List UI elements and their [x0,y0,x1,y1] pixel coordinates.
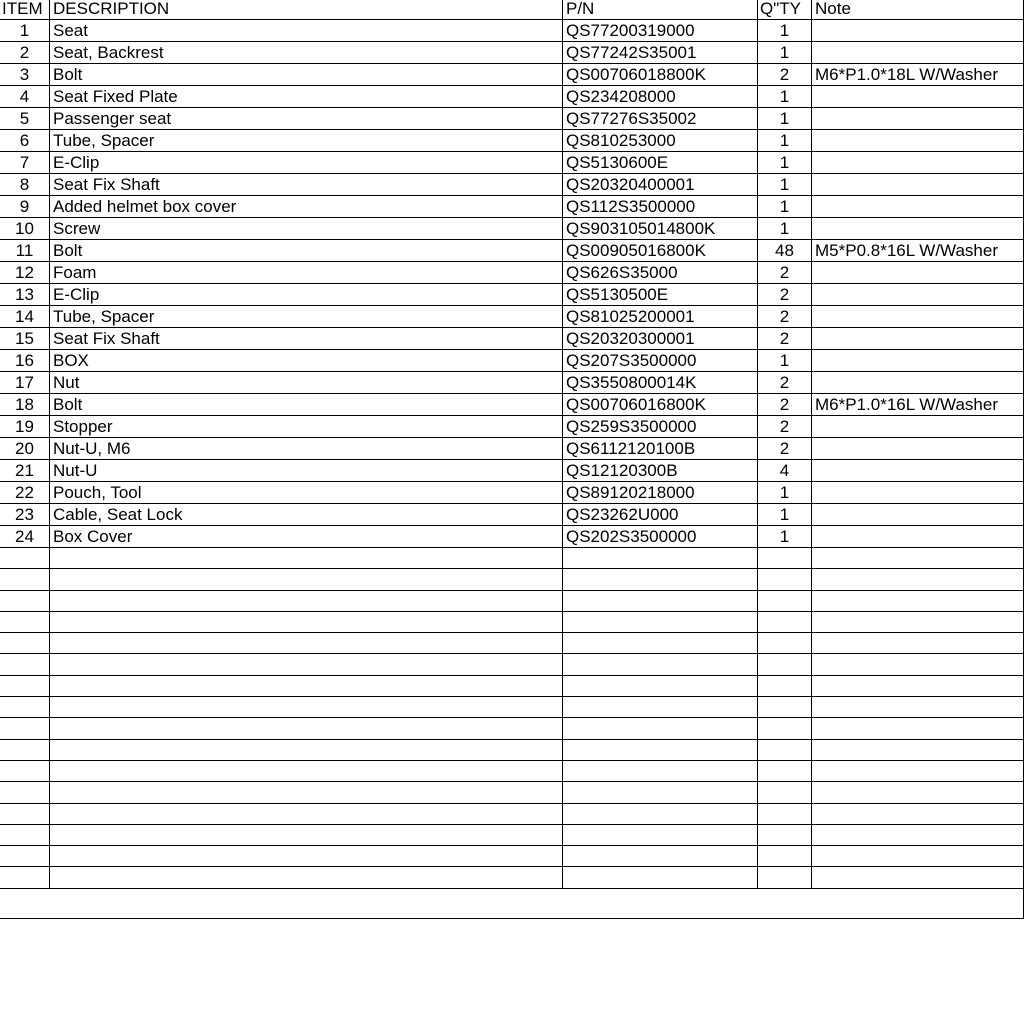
cell-quantity: 2 [758,416,812,438]
cell-quantity: 2 [758,64,812,86]
cell-description [50,675,563,696]
table-body [0,20,1024,919]
cell-item: 17 [0,372,50,394]
table-row [0,460,1024,482]
table-row [0,654,1024,675]
cell-quantity: 2 [758,394,812,416]
cell-part-number: QS112S3500000 [563,196,758,218]
cell-part-number: QS20320300001 [563,328,758,350]
cell-description [50,803,563,824]
cell-description [50,590,563,611]
cell-description: Seat, Backrest [50,42,563,64]
cell-part-number: QS77242S35001 [563,42,758,64]
cell-description: Bolt [50,394,563,416]
cell-part-number: QS81025200001 [563,306,758,328]
table-row [0,196,1024,218]
cell-item: 6 [0,130,50,152]
cell-quantity: 1 [758,174,812,196]
cell-item [0,590,50,611]
table-row [0,760,1024,781]
cell-item: 22 [0,482,50,504]
cell-item: 21 [0,460,50,482]
cell-note [812,42,1024,64]
cell-part-number [563,739,758,760]
cell-note [812,306,1024,328]
cell-quantity [758,803,812,824]
cell-quantity [758,718,812,739]
cell-quantity [758,760,812,781]
cell-description [50,867,563,888]
cell-note [812,438,1024,460]
cell-note [812,86,1024,108]
cell-item: 2 [0,42,50,64]
cell-description: Seat Fixed Plate [50,86,563,108]
cell-quantity [758,697,812,718]
cell-description: Seat Fix Shaft [50,328,563,350]
cell-item: 11 [0,240,50,262]
cell-description: BOX [50,350,563,372]
table-row [0,350,1024,372]
cell-part-number [563,675,758,696]
cell-note [812,130,1024,152]
cell-note [812,675,1024,696]
table-row [0,416,1024,438]
table-row [0,782,1024,803]
cell-description: Stopper [50,416,563,438]
cell-description [50,611,563,632]
cell-description [50,548,563,569]
cell-note [812,526,1024,548]
cell-quantity [758,675,812,696]
cell-item [0,782,50,803]
cell-description: Screw [50,218,563,240]
cell-part-number: QS259S3500000 [563,416,758,438]
cell-part-number [563,824,758,845]
cell-quantity [758,654,812,675]
cell-part-number: QS5130500E [563,284,758,306]
cell-quantity [758,739,812,760]
cell-part-number: QS20320400001 [563,174,758,196]
cell-part-number [563,590,758,611]
table-row [0,526,1024,548]
cell-item: 18 [0,394,50,416]
header-part-number: P/N [563,0,758,20]
cell-quantity: 1 [758,196,812,218]
table-row [0,569,1024,590]
cell-description: Nut-U [50,460,563,482]
cell-part-number: QS202S3500000 [563,526,758,548]
header-row [0,0,1024,20]
cell-note [812,803,1024,824]
cell-part-number: QS77200319000 [563,20,758,42]
cell-description: Tube, Spacer [50,130,563,152]
cell-note: M6*P1.0*18L W/Washer [812,64,1024,86]
cell-note [812,548,1024,569]
cell-item [0,846,50,867]
cell-part-number [563,782,758,803]
cell-part-number: QS00905016800K [563,240,758,262]
table-row [0,174,1024,196]
cell-item [0,760,50,781]
cell-note [812,196,1024,218]
cell-quantity: 1 [758,20,812,42]
cell-part-number: QS626S35000 [563,262,758,284]
cell-quantity: 1 [758,218,812,240]
table-row [0,240,1024,262]
cell-quantity: 2 [758,328,812,350]
table-row [0,108,1024,130]
table-row [0,803,1024,824]
cell-description: Bolt [50,240,563,262]
cell-quantity: 1 [758,130,812,152]
cell-part-number: QS89120218000 [563,482,758,504]
cell-note [812,416,1024,438]
cell-note: M5*P0.8*16L W/Washer [812,240,1024,262]
cell-note [812,846,1024,867]
table-row [0,846,1024,867]
cell-quantity: 1 [758,504,812,526]
cell-item: 10 [0,218,50,240]
header-note: Note [812,0,1024,20]
cell-quantity: 1 [758,482,812,504]
cell-item: 4 [0,86,50,108]
cell-quantity: 1 [758,152,812,174]
table-row [0,130,1024,152]
cell-quantity: 2 [758,372,812,394]
cell-part-number [563,611,758,632]
cell-note [812,633,1024,654]
header-item: ITEM [0,0,50,20]
cell-item [0,867,50,888]
cell-note [812,20,1024,42]
cell-description: E-Clip [50,152,563,174]
cell-quantity [758,590,812,611]
cell-part-number [563,846,758,867]
cell-item: 15 [0,328,50,350]
table-row [0,548,1024,569]
cell-item: 14 [0,306,50,328]
table-row [0,590,1024,611]
table-row [0,867,1024,888]
cell-note [812,218,1024,240]
cell-part-number [563,718,758,739]
cell-quantity: 4 [758,460,812,482]
cell-part-number: QS23262U000 [563,504,758,526]
cell-note [812,460,1024,482]
cell-part-number [563,569,758,590]
cell-note [812,867,1024,888]
cell-description: Bolt [50,64,563,86]
cell-item: 12 [0,262,50,284]
table-row [0,718,1024,739]
table-row [0,675,1024,696]
table-row [0,633,1024,654]
cell-item: 20 [0,438,50,460]
cell-item: 9 [0,196,50,218]
table-row [0,394,1024,416]
cell-part-number [563,760,758,781]
cell-description: Seat Fix Shaft [50,174,563,196]
table-row [0,328,1024,350]
cell-part-number: QS6112120100B [563,438,758,460]
table-row [0,739,1024,760]
cell-item [0,569,50,590]
cell-note [812,590,1024,611]
cell-part-number [563,697,758,718]
cell-item [0,675,50,696]
table-row [0,284,1024,306]
table-row [0,504,1024,526]
cell-part-number: QS77276S35002 [563,108,758,130]
cell-item [0,697,50,718]
cell-note [812,372,1024,394]
cell-part-number: QS5130600E [563,152,758,174]
cell-item: 1 [0,20,50,42]
cell-item: 24 [0,526,50,548]
cell-description [50,697,563,718]
table-row [0,438,1024,460]
cell-quantity [758,611,812,632]
cell-quantity [758,633,812,654]
cell-quantity: 1 [758,526,812,548]
cell-description: Nut-U, M6 [50,438,563,460]
cell-quantity: 2 [758,262,812,284]
cell-description: Nut [50,372,563,394]
cell-quantity [758,824,812,845]
cell-item [0,548,50,569]
cell-item: 7 [0,152,50,174]
cell-note: M6*P1.0*16L W/Washer [812,394,1024,416]
cell-part-number: QS903105014800K [563,218,758,240]
cell-item [0,633,50,654]
cell-part-number [563,633,758,654]
table-row [0,824,1024,845]
cell-item: 3 [0,64,50,86]
cell-item: 19 [0,416,50,438]
cell-description [50,824,563,845]
cell-description: Pouch, Tool [50,482,563,504]
cell-part-number [563,867,758,888]
cell-description: E-Clip [50,284,563,306]
header-quantity: Q"TY [758,0,812,20]
cell-part-number: QS234208000 [563,86,758,108]
table-row [0,306,1024,328]
cell-note [812,284,1024,306]
table-row [0,42,1024,64]
cell-note [812,739,1024,760]
cell-quantity [758,867,812,888]
cell-description [50,739,563,760]
table-row [0,482,1024,504]
cell-part-number: QS12120300B [563,460,758,482]
cell-part-number [563,654,758,675]
cell-note [812,174,1024,196]
cell-quantity [758,548,812,569]
header-description: DESCRIPTION [50,0,563,20]
cell-item [0,824,50,845]
cell-part-number: QS207S3500000 [563,350,758,372]
cell-quantity: 48 [758,240,812,262]
cell-item: 13 [0,284,50,306]
cell-description: Passenger seat [50,108,563,130]
cell-item: 23 [0,504,50,526]
cell-note [812,654,1024,675]
table-row [0,152,1024,174]
cell-quantity [758,569,812,590]
cell-description: Foam [50,262,563,284]
cell-quantity: 2 [758,438,812,460]
cell-note [812,504,1024,526]
cell-item: 8 [0,174,50,196]
table-row [0,64,1024,86]
cell-item: 5 [0,108,50,130]
footer-cell [0,888,1024,918]
table-footer-row [0,888,1024,918]
cell-part-number [563,803,758,824]
cell-description [50,654,563,675]
cell-part-number: QS00706016800K [563,394,758,416]
cell-note [812,152,1024,174]
cell-description [50,633,563,654]
table-row [0,262,1024,284]
cell-note [812,108,1024,130]
cell-description [50,782,563,803]
cell-description: Box Cover [50,526,563,548]
table-row [0,697,1024,718]
cell-part-number: QS810253000 [563,130,758,152]
cell-description: Cable, Seat Lock [50,504,563,526]
cell-quantity [758,782,812,803]
cell-quantity: 1 [758,86,812,108]
table-row [0,86,1024,108]
cell-note [812,350,1024,372]
cell-part-number: QS00706018800K [563,64,758,86]
cell-description: Tube, Spacer [50,306,563,328]
cell-quantity [758,846,812,867]
cell-note [812,328,1024,350]
cell-description [50,760,563,781]
cell-note [812,760,1024,781]
cell-note [812,697,1024,718]
table-row [0,372,1024,394]
cell-note [812,611,1024,632]
cell-quantity: 2 [758,306,812,328]
cell-item [0,718,50,739]
cell-description [50,718,563,739]
cell-item [0,611,50,632]
cell-quantity: 1 [758,350,812,372]
cell-description: Added helmet box cover [50,196,563,218]
cell-description: Seat [50,20,563,42]
cell-item [0,654,50,675]
cell-note [812,262,1024,284]
cell-item: 16 [0,350,50,372]
cell-note [812,782,1024,803]
cell-item [0,739,50,760]
table-row [0,218,1024,240]
cell-note [812,569,1024,590]
cell-note [812,824,1024,845]
cell-note [812,482,1024,504]
cell-description [50,569,563,590]
cell-quantity: 1 [758,42,812,64]
cell-description [50,846,563,867]
cell-item [0,803,50,824]
cell-note [812,718,1024,739]
table-row [0,611,1024,632]
table-row [0,20,1024,42]
cell-part-number [563,548,758,569]
cell-quantity: 2 [758,284,812,306]
cell-part-number: QS3550800014K [563,372,758,394]
cell-quantity: 1 [758,108,812,130]
table-header [0,0,1024,20]
